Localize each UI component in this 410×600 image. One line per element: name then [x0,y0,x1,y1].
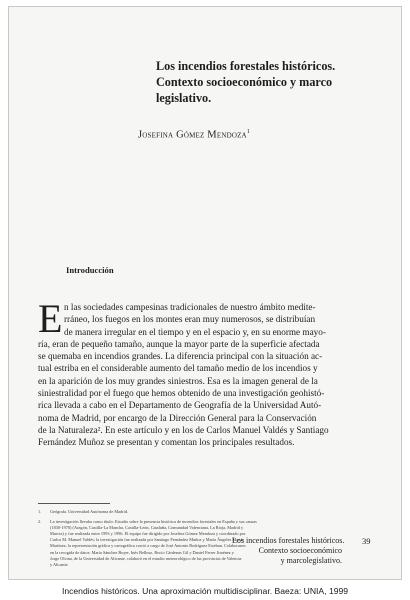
body-paragraph [38,296,371,449]
running-head-line: Contexto socioeconómico [258,546,342,555]
footnote-line: Murcia) y fue realizada entre 1993 y 1996. El equipo fue dirigido por Josefina Gómez Mendoza y coordinado por [50,531,246,537]
section-heading: Introducción [66,265,114,275]
drop-cap: E [38,296,63,341]
footnote-line: Carlos M. Manuel Valdés; la investigación fue realizada por Santiago Fernández Muñoz y María Ángeles Martín [50,537,244,543]
footnote-number: 2. [38,519,42,525]
body-line: n las sociedades campesinas tradicionales de nuestro ámbito medite- [64,302,316,312]
footnote-1 [38,509,372,515]
body-line: noma de Madrid, por encargo de la Dirección General para la Conservación [38,412,317,423]
body-line: tual estriba en el considerable aumento del tamaño medio de los incendios y [38,363,318,374]
author-footnote-mark: 1 [246,129,251,135]
body-line: siniestralidad por el fuego que hemos obtenido de una investigación geohistó- [38,388,325,399]
body-line: Fernández Muñoz se presentan y comentan los principales resultados. [38,437,295,448]
author-byline [138,129,250,141]
body-line: ría, eran de pequeño tamaño, aunque la mayor parte de la superficie afectada [38,338,320,349]
footnote-line: y Alicante. [50,561,69,567]
body-line: rráneo, los fuegos en los montes eran muy numerosos, se distribuían [64,314,316,325]
body-line: se quemaba en incendios grandes. La diferencia principal con la situación ac- [38,351,323,362]
footnote-line: La investigación llevaba como título: Estudio sobre la presencia histórica de incendios forestales en España y sus causas [50,519,257,525]
running-head-line: y marcolegislativo. [280,556,342,565]
body-line: de manera irregular en el tiempo y en el espacio y, en su enorme mayo- [64,326,326,337]
running-head [232,536,345,566]
body-line: en la aparición de los muy grandes siniestros. Esa es la imagen general de la [38,375,318,386]
footnote-line: Jorge Olcina, de la Universidad de Alicante, colaboró en el estudio meteorológico de las provincias de Valencia [50,555,242,561]
title-line: Contexto socioeconómico y marco [156,75,333,89]
footnote-number: 1. [38,509,42,514]
title-line: legislativo. [156,91,212,105]
running-head-line: Los incendios forestales históricos. [232,536,345,545]
footnote-line: Geógrafa. Universidad Autónoma de Madrid. [50,509,129,514]
page-number: 39 [362,536,371,546]
title-line: Los incendios forestales históricos. [156,59,336,73]
body-line: rica llevada a cabo en el Departamento de Geografía de la Universidad Autó- [38,400,322,411]
article-title [156,58,376,106]
author-name: Josefina Gómez Mendoza [138,129,247,141]
footnote-line: en la recogida de datos: María Sánchez Boyer, Inés Belloso, Rocío Cárdenas Gil y Daniel Ferrer Jiménez y [50,549,234,555]
footnote-divider [38,503,110,504]
footnote-line: (1830-1970) (Aragón, Castilla-La Mancha, Castilla-León, Cataluña, Comunidad Valenciana, La Rioja, Madrid y [50,525,244,531]
footnote-line: Martínez; la representación gráfica y cartográfica corrió a cargo de José Antonio Rodríguez Esteban. Colaboraron [50,543,246,549]
body-line: de la Naturaleza². En este artículo y en los de Carlos Manuel Valdés y Santiago [38,424,329,435]
document-page [8,6,402,580]
source-caption: Incendios históricos. Una aproximación multidisciplinar. Baeza: UNIA, 1999 [61,586,349,596]
